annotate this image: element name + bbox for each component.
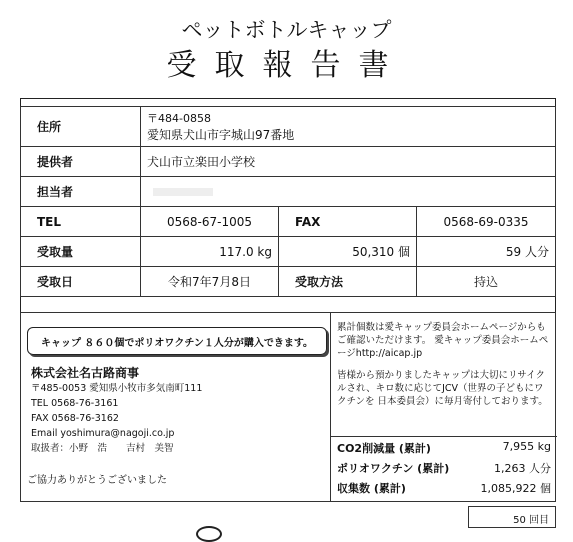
table-row <box>21 177 556 207</box>
stat-value: 7,955 kg <box>502 440 551 453</box>
stats-list <box>331 436 557 497</box>
address-label: 住所 <box>21 107 141 147</box>
table-row <box>21 237 556 267</box>
method-value: 持込 <box>417 267 556 297</box>
note-recycling: 皆様から預かりましたキャップは大切にリサイクルされ、キロ数に応じてJCV（世界の子どもにワクチンを 日本委員会）に毎月寄付しております。 <box>337 370 548 407</box>
company-panel <box>21 313 331 501</box>
stat-row <box>331 477 557 497</box>
company-address: 〒485-0053 愛知県小牧市多気南町111 <box>31 383 203 394</box>
company-tel: TEL 0568-76-3161 <box>31 398 119 409</box>
thanks-message: ご協力ありがとうございました <box>27 475 167 486</box>
weight-value: 117.0 kg <box>141 237 279 267</box>
info-table <box>20 106 556 297</box>
people-value: 59 人分 <box>417 237 556 267</box>
count-value: 50,310 個 <box>279 237 417 267</box>
table-row <box>21 267 556 297</box>
notes-panel <box>331 313 557 501</box>
contact-label: 担当者 <box>21 177 141 207</box>
company-email: Email yoshimura@nagoji.co.jp <box>31 428 175 439</box>
document-subtitle: ペットボトルキャップ <box>181 18 392 42</box>
tel-label: TEL <box>21 207 141 237</box>
provider-value: 犬山市立楽田小学校 <box>141 147 556 177</box>
redacted-name <box>153 188 213 196</box>
date-label: 受取日 <box>21 267 141 297</box>
stat-label: CO2削減量 (累計) <box>337 442 431 455</box>
stat-row <box>331 457 557 477</box>
company-name: 株式会社名古路商事 <box>31 366 140 380</box>
stat-row <box>331 437 557 457</box>
company-info <box>31 365 202 456</box>
table-row <box>21 207 556 237</box>
provider-label: 提供者 <box>21 147 141 177</box>
date-value: 令和7年7月8日 <box>141 267 279 297</box>
address-zip: 〒484-0858 <box>147 112 211 125</box>
tel-value: 0568-67-1005 <box>141 207 279 237</box>
stat-label: 収集数 (累計) <box>337 482 406 495</box>
address-cell <box>141 107 556 147</box>
bottom-section <box>20 312 556 502</box>
amount-label: 受取量 <box>21 237 141 267</box>
vaccine-notice: キャップ ８６０個でポリオワクチン１人分が購入できます。 <box>27 327 327 355</box>
stat-value: 1,085,922 個 <box>480 482 551 495</box>
stat-value: 1,263 人分 <box>494 462 551 475</box>
table-row <box>21 107 556 147</box>
address-value: 愛知県犬山市字城山97番地 <box>147 128 295 142</box>
report-count: 50 回目 <box>468 506 556 528</box>
document-title: 受取報告書 <box>166 48 407 83</box>
company-handlers: 取扱者：小野 浩 吉村 美智 <box>31 443 174 454</box>
method-label: 受取方法 <box>279 267 417 297</box>
stamp-mark <box>196 526 222 542</box>
stat-label: ポリオワクチン (累計) <box>337 462 450 475</box>
contact-value <box>141 177 556 207</box>
table-row <box>21 147 556 177</box>
fax-label: FAX <box>279 207 417 237</box>
fax-value: 0568-69-0335 <box>417 207 556 237</box>
company-fax: FAX 0568-76-3162 <box>31 413 119 424</box>
note-website: 累計個数は愛キャップ委員会ホームページからもご確認いただけます。 愛キャップ委員会ホームページhttp://aicap.jp <box>337 322 549 359</box>
